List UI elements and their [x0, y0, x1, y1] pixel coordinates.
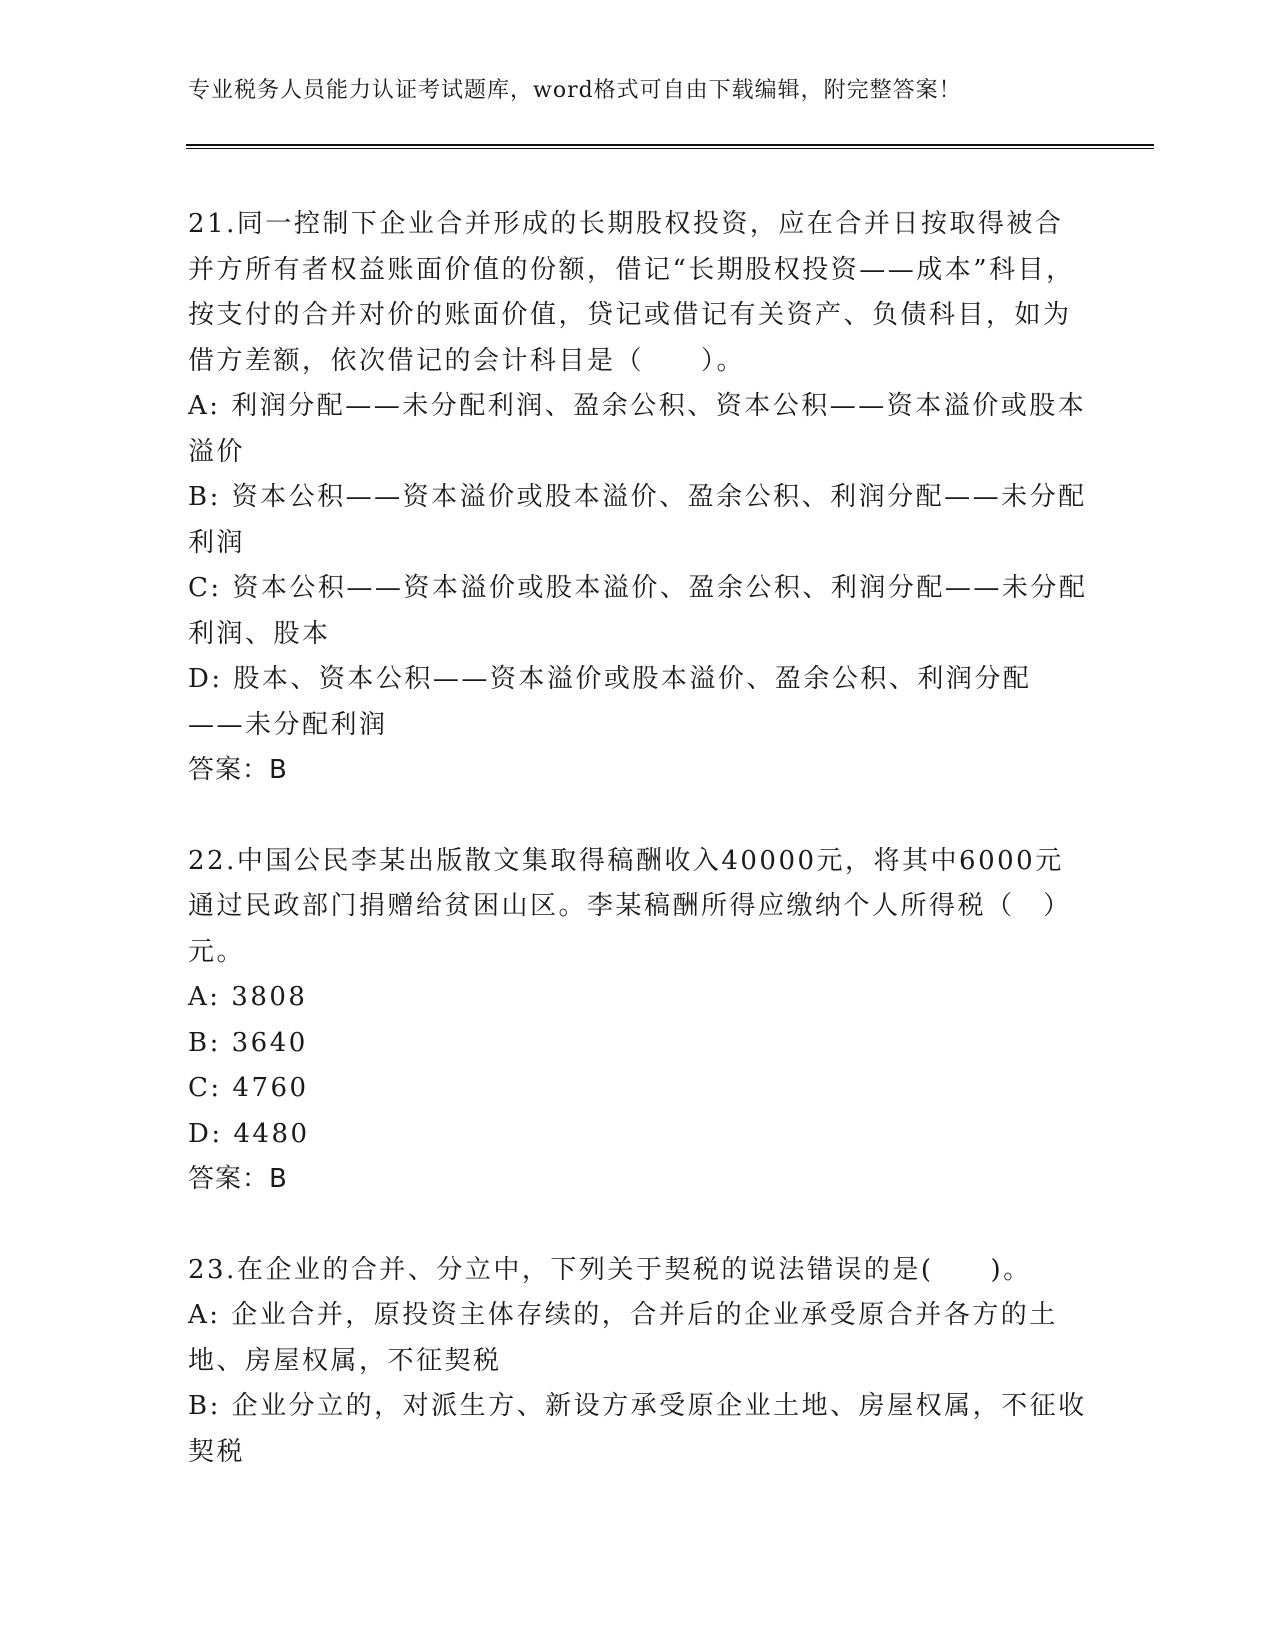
header-divider	[186, 144, 1154, 149]
option-a: A: 3808	[188, 982, 308, 1012]
question-21	[188, 202, 1088, 794]
option-a: A: 利润分配——未分配利润、盈余公积、资本公积——资本溢价或股本溢价	[188, 391, 1087, 467]
option-d: D: 4480	[188, 1118, 310, 1149]
answer-label: 答案：B	[188, 1164, 288, 1194]
option-b: B: 3640	[188, 1027, 308, 1058]
question-22	[188, 839, 1088, 1203]
option-c: C: 资本公积——资本溢价或股本溢价、盈余公积、利润分配——未分配利润、股本	[188, 573, 1088, 649]
option-a: A: 企业合并，原投资主体存续的，合并后的企业承受原合并各方的土地、房屋权属，不征契税	[188, 1300, 1058, 1376]
option-b: B: 资本公积——资本溢价或股本溢价、盈余公积、利润分配——未分配利润	[188, 482, 1087, 558]
question-list	[188, 202, 1088, 1520]
question-stem: 21.同一控制下企业合并形成的长期股权投资，应在合并日按取得被合并方所有者权益账面价值的份额，借记“长期股权投资——成本”科目，按支付的合并对价的账面价值，贷记或借记有关资产、负债科目，如为借方差额，依次借记的会计科目是（ ）。	[188, 209, 1075, 376]
answer-label: 答案：B	[188, 755, 288, 785]
question-stem: 23.在企业的合并、分立中，下列关于契税的说法错误的是( )。	[188, 1254, 1032, 1285]
option-c: C: 4760	[188, 1073, 309, 1103]
option-d: D: 股本、资本公积——资本溢价或股本溢价、盈余公积、利润分配——未分配利润	[188, 664, 1032, 740]
option-b: B: 企业分立的，对派生方、新设方承受原企业土地、房屋权属，不征收契税	[188, 1391, 1087, 1467]
page-header: 专业税务人员能力认证考试题库，word格式可自由下载编辑，附完整答案！	[188, 78, 962, 103]
question-stem: 22.中国公民李某出版散文集取得稿酬收入40000元，将其中6000元通过民政部门捐赠给贫困山区。李某稿酬所得应缴纳个人所得税（ ）元。	[188, 845, 1072, 967]
question-23	[188, 1248, 1088, 1476]
